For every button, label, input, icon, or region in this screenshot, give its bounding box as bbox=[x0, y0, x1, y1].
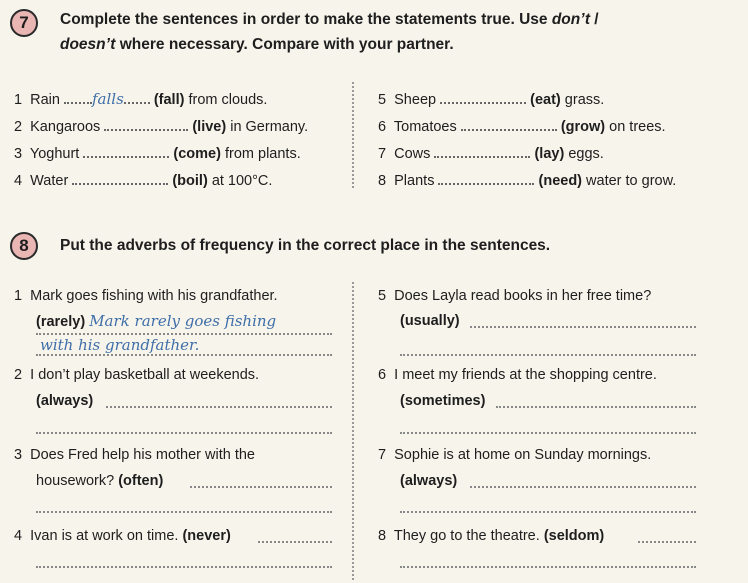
item-sentence: Does Layla read books in her free time? bbox=[394, 288, 652, 304]
item-number: 3 bbox=[14, 447, 23, 463]
item-number: 7 bbox=[378, 146, 387, 162]
ex8-item-3 bbox=[14, 446, 255, 464]
ex8-item-6-adverb bbox=[400, 392, 485, 410]
ex8-item-5-adverb bbox=[400, 312, 460, 330]
answer-blank[interactable] bbox=[440, 90, 526, 104]
exercise-8-instruction: Put the adverbs of frequency in the correct place in the sentences. bbox=[60, 237, 551, 254]
item-number: 7 bbox=[378, 447, 387, 463]
item-end: on trees. bbox=[609, 119, 666, 135]
item-start: Cows bbox=[394, 146, 431, 162]
instruction-text: Complete the sentences in order to make the statements true. Use bbox=[60, 11, 552, 28]
answer-line[interactable] bbox=[638, 541, 696, 543]
answer-blank[interactable] bbox=[461, 117, 557, 131]
item-number: 6 bbox=[378, 119, 387, 135]
item-start: Tomatoes bbox=[393, 119, 457, 135]
answer-blank[interactable] bbox=[72, 171, 168, 185]
verb-hint: (live) bbox=[192, 119, 227, 135]
item-number: 5 bbox=[378, 288, 387, 304]
answer-line[interactable] bbox=[36, 511, 332, 513]
verb-hint: (lay) bbox=[534, 146, 565, 162]
handwritten-answer: falls bbox=[92, 90, 124, 108]
verb-hint: (fall) bbox=[153, 92, 185, 108]
item-end: from clouds. bbox=[188, 92, 268, 108]
instruction-emphasis: doesn’t bbox=[60, 36, 116, 53]
exercise-7-instruction bbox=[60, 7, 599, 57]
instruction-separator: / bbox=[590, 11, 599, 28]
instruction-text: where necessary. Compare with your partner. bbox=[115, 36, 454, 53]
ex7-item-3 bbox=[14, 144, 301, 163]
item-sentence: Sophie is at home on Sunday mornings. bbox=[394, 447, 652, 463]
item-number: 8 bbox=[378, 528, 387, 544]
ex8-item-1-answer bbox=[36, 312, 276, 331]
ex8-item-1 bbox=[14, 287, 278, 305]
answer-blank[interactable] bbox=[434, 144, 530, 158]
answer-blank[interactable] bbox=[438, 171, 534, 185]
column-divider bbox=[352, 282, 354, 580]
adverb-hint: (sometimes) bbox=[400, 393, 486, 409]
item-start: Water bbox=[30, 173, 69, 189]
answer-line[interactable] bbox=[190, 486, 332, 488]
answer-line[interactable] bbox=[36, 566, 332, 568]
adverb-hint: (often) bbox=[118, 473, 164, 489]
answer-blank[interactable] bbox=[83, 144, 169, 158]
adverb-hint: (always) bbox=[36, 393, 94, 409]
verb-hint: (need) bbox=[538, 173, 583, 189]
item-start: Rain bbox=[30, 92, 60, 108]
ex8-item-8 bbox=[378, 527, 604, 545]
answer-line[interactable] bbox=[400, 432, 696, 434]
item-end: in Germany. bbox=[230, 119, 309, 135]
item-start: Kangaroos bbox=[30, 119, 101, 135]
item-sentence: They go to the theatre. bbox=[393, 528, 540, 544]
answer-line[interactable] bbox=[400, 354, 696, 356]
answer-line[interactable] bbox=[36, 333, 332, 335]
item-sentence: I meet my friends at the shopping centre. bbox=[394, 367, 657, 383]
ex8-item-5 bbox=[378, 287, 651, 305]
ex8-item-2 bbox=[14, 366, 259, 384]
item-start: Plants bbox=[394, 173, 435, 189]
item-start: Yoghurt bbox=[29, 146, 80, 162]
item-sentence: housework? bbox=[36, 473, 115, 489]
item-number: 4 bbox=[14, 528, 23, 544]
ex7-item-7 bbox=[378, 144, 604, 163]
item-number: 1 bbox=[14, 288, 23, 304]
adverb-hint: (rarely) bbox=[36, 314, 86, 330]
item-sentence: I don’t play basketball at weekends. bbox=[30, 367, 260, 383]
answer-line[interactable] bbox=[258, 541, 332, 543]
item-number: 4 bbox=[14, 173, 23, 189]
handwritten-answer: with his grandfather. bbox=[40, 336, 200, 354]
ex8-item-6 bbox=[378, 366, 657, 384]
answer-line[interactable] bbox=[470, 326, 696, 328]
verb-hint: (come) bbox=[173, 146, 221, 162]
ex7-item-6 bbox=[378, 117, 666, 136]
adverb-hint: (never) bbox=[182, 528, 231, 544]
answer-line[interactable] bbox=[36, 432, 332, 434]
verb-hint: (eat) bbox=[530, 92, 561, 108]
ex8-item-3-line2 bbox=[36, 472, 163, 490]
adverb-hint: (usually) bbox=[400, 313, 460, 329]
item-number: 5 bbox=[378, 92, 387, 108]
ex8-item-4 bbox=[14, 527, 231, 545]
column-divider bbox=[352, 82, 354, 188]
exercise-7-number: 7 bbox=[10, 9, 38, 37]
answer-line[interactable] bbox=[496, 406, 696, 408]
handwritten-answer: Mark rarely goes fishing bbox=[89, 312, 277, 330]
instruction-emphasis: don’t bbox=[551, 11, 590, 28]
answer-blank[interactable] bbox=[124, 90, 150, 104]
item-number: 8 bbox=[378, 173, 387, 189]
item-sentence: Ivan is at work on time. bbox=[30, 528, 179, 544]
exercise-8-number: 8 bbox=[10, 232, 38, 260]
item-sentence: Does Fred help his mother with the bbox=[30, 447, 255, 463]
ex8-item-7 bbox=[378, 446, 651, 464]
item-end: from plants. bbox=[224, 146, 301, 162]
item-number: 1 bbox=[14, 92, 23, 108]
item-number: 2 bbox=[14, 367, 23, 383]
item-end: water to grow. bbox=[586, 173, 677, 189]
item-sentence: Mark goes fishing with his grandfather. bbox=[30, 288, 278, 304]
verb-hint: (grow) bbox=[560, 119, 606, 135]
ex8-item-7-adverb bbox=[400, 472, 457, 490]
answer-line[interactable] bbox=[470, 486, 696, 488]
adverb-hint: (seldom) bbox=[543, 528, 605, 544]
item-start: Sheep bbox=[394, 92, 437, 108]
ex8-item-1-answer-2 bbox=[40, 336, 199, 355]
ex7-item-2 bbox=[14, 117, 308, 136]
answer-blank[interactable] bbox=[104, 117, 188, 131]
item-number: 3 bbox=[14, 146, 23, 162]
item-end: eggs. bbox=[568, 146, 604, 162]
adverb-hint: (always) bbox=[400, 473, 458, 489]
item-end: at 100°C. bbox=[211, 173, 273, 189]
ex8-item-2-adverb bbox=[36, 392, 93, 410]
ex7-item-4 bbox=[14, 171, 272, 190]
ex7-item-1 bbox=[14, 90, 267, 109]
answer-line[interactable] bbox=[400, 511, 696, 513]
answer-line[interactable] bbox=[106, 406, 332, 408]
answer-line[interactable] bbox=[36, 354, 332, 356]
item-number: 6 bbox=[378, 367, 387, 383]
ex7-item-5 bbox=[378, 90, 604, 109]
item-end: grass. bbox=[564, 92, 605, 108]
ex7-item-8 bbox=[378, 171, 676, 190]
item-number: 2 bbox=[14, 119, 23, 135]
verb-hint: (boil) bbox=[172, 173, 208, 189]
answer-line[interactable] bbox=[400, 566, 696, 568]
answer-blank[interactable] bbox=[64, 90, 92, 104]
